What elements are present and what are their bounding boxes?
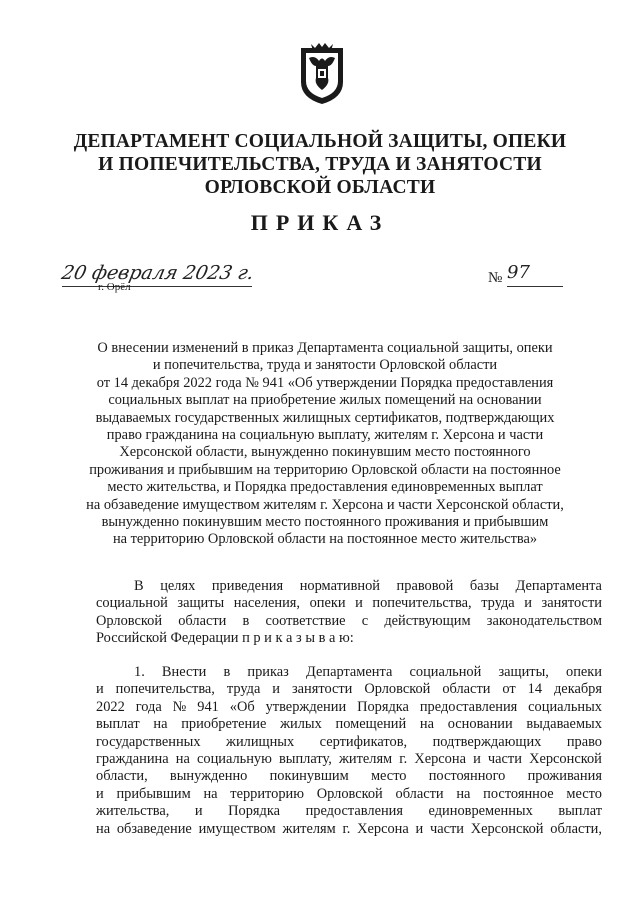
- paragraph-line: [96, 821, 602, 838]
- word: в: [242, 612, 250, 629]
- subject-line: выдаваемых государственных жилищных сертификатов, подтверждающих: [95, 409, 555, 426]
- word: жителям: [338, 750, 393, 767]
- document-type-title: ПРИКАЗ: [250, 210, 390, 235]
- word: приведения: [211, 578, 284, 594]
- word: Внести: [161, 664, 207, 680]
- word: сертификатов,: [319, 733, 408, 750]
- word: области,: [550, 820, 602, 837]
- paragraph-line: [96, 768, 602, 785]
- word: «Об: [229, 698, 255, 715]
- word: 14: [527, 681, 543, 698]
- word: проживания: [527, 768, 602, 785]
- department-title: [60, 130, 580, 199]
- word: помещений: [335, 716, 407, 733]
- word: правовой: [396, 578, 454, 594]
- subject-line: от 14 декабря 2022 года № 941 «Об утверждении Порядка предоставления: [96, 374, 554, 391]
- word: гражданина: [96, 750, 169, 767]
- subject-line: Херсонской области, вынужденно покинувшим место постоянного: [119, 444, 531, 461]
- word: и: [96, 681, 104, 698]
- word: труда: [226, 681, 261, 698]
- word: предоставления: [419, 698, 518, 715]
- order-subject: [75, 340, 575, 549]
- word: выплат: [558, 803, 602, 820]
- paragraph-line: [96, 595, 602, 612]
- word: место: [566, 785, 602, 802]
- word: прибывшим: [116, 785, 191, 802]
- word: Херсонской: [529, 750, 602, 767]
- word: вынужденно: [169, 768, 248, 785]
- word: от: [502, 681, 516, 698]
- word: 941: [197, 698, 219, 715]
- word: выплат: [96, 716, 140, 733]
- word: на: [96, 820, 111, 837]
- word: труда: [481, 595, 515, 612]
- subject-line: и попечительства, труда и занятости Орловской области: [152, 357, 498, 374]
- word: на: [175, 750, 190, 767]
- department-title-line: ОРЛОВСКОЙ ОБЛАСТИ: [204, 177, 436, 198]
- word: действующим: [384, 612, 471, 629]
- word: приказ: [247, 664, 289, 680]
- word: части: [429, 820, 464, 837]
- clause-1-paragraph: [96, 664, 602, 838]
- word: опеки: [566, 664, 602, 680]
- word: законодательством: [486, 612, 602, 629]
- word: на: [419, 716, 435, 733]
- word: г.: [399, 750, 408, 767]
- word: опеки: [309, 595, 346, 612]
- word: области,: [96, 768, 148, 785]
- word: покинувшим: [269, 768, 349, 785]
- word: место: [370, 768, 407, 785]
- paragraph-line: [96, 751, 602, 768]
- paragraph-line: [96, 681, 602, 698]
- word: жилищных: [226, 733, 295, 750]
- word: социальной: [409, 664, 482, 680]
- word: и: [272, 681, 280, 698]
- word: и: [355, 595, 363, 612]
- word: постоянного: [428, 768, 506, 785]
- word: Херсона: [357, 820, 409, 837]
- preamble-paragraph: [96, 578, 602, 648]
- subject-line: О внесении изменений в приказ Департамента социальной защиты, опеки: [97, 340, 553, 356]
- subject-line: место жительства, и Порядка предоставления единовременных выплат: [107, 479, 543, 496]
- word: жительства,: [96, 803, 170, 820]
- paragraph-line: [96, 699, 602, 716]
- word: на: [203, 785, 218, 802]
- subject-line: проживания и прибывшим на территорию Орловской области на постоянное: [89, 461, 561, 478]
- word: социальных: [528, 698, 602, 715]
- subject-line: на территорию Орловской области на постоянное место жительства»: [112, 531, 538, 548]
- paragraph-line: [96, 664, 602, 681]
- subject-line: вынужденно покинувшим место постоянного проживания и прибывшим: [101, 514, 549, 531]
- word: попечительства,: [115, 681, 215, 698]
- word: подтверждающих: [432, 733, 542, 750]
- word: защиты: [177, 595, 225, 612]
- paragraph-line: [96, 803, 602, 820]
- handwritten-order-number: 97: [507, 262, 530, 283]
- word: г.: [342, 820, 351, 837]
- word: обзаведение: [116, 820, 192, 837]
- word: области: [442, 681, 491, 698]
- subject-line: на обзаведение имуществом жителям г. Херсона и части Херсонской области,: [86, 496, 564, 513]
- word: №: [172, 698, 187, 715]
- word: занятости: [291, 681, 353, 698]
- word: попечительства,: [372, 595, 472, 612]
- word: приобретение: [181, 716, 267, 733]
- word: 1.: [134, 664, 145, 680]
- word: государственных: [96, 733, 201, 750]
- word: занятости: [541, 595, 602, 612]
- word: Орловской: [364, 681, 431, 698]
- word: соответствие: [265, 612, 346, 629]
- paragraph-line: [96, 716, 602, 733]
- paragraph-line: [96, 786, 602, 803]
- word: постоянное: [483, 785, 554, 802]
- word: единовременных: [428, 803, 533, 820]
- subject-line: право гражданина на социальную выплату, жителям г. Херсона и части: [106, 427, 544, 444]
- word: и: [473, 750, 481, 767]
- word: социальную: [196, 750, 272, 767]
- word: Порядка: [228, 803, 281, 820]
- coat-of-arms-icon: [297, 42, 347, 106]
- word: и: [194, 803, 203, 820]
- word: Херсонской: [470, 820, 544, 837]
- word: предоставления: [305, 803, 403, 820]
- word: Порядка: [357, 698, 409, 715]
- word: в: [223, 664, 231, 680]
- number-label: №: [488, 270, 503, 286]
- word: Департамента: [515, 578, 602, 594]
- word: Херсона: [414, 750, 466, 767]
- word: жителям: [282, 820, 336, 837]
- word: и: [524, 595, 532, 612]
- word: целях: [160, 578, 196, 594]
- word: декабря: [553, 681, 602, 698]
- word: основании: [447, 716, 513, 733]
- city-label: г. Орёл: [98, 281, 131, 293]
- word: выплату,: [279, 750, 332, 767]
- paragraph-line: [96, 578, 602, 595]
- paragraph-line: Российской Федерации п р и к а з ы в а ю:: [96, 630, 354, 647]
- word: нормативной: [299, 578, 380, 594]
- word: территорию: [230, 785, 304, 802]
- word: области: [178, 612, 227, 629]
- paragraph-line: [96, 613, 602, 630]
- word: выдаваемых: [526, 716, 602, 733]
- subject-line: социальных выплат на приобретение жилых помещений на основании: [108, 392, 542, 409]
- word: населения,: [233, 595, 301, 612]
- word: Орловской: [96, 612, 163, 629]
- word: и: [415, 820, 424, 837]
- word: части: [487, 750, 522, 767]
- word: право: [566, 733, 602, 750]
- word: области: [395, 785, 444, 802]
- paragraph-line: [96, 734, 602, 751]
- word: на: [456, 785, 471, 802]
- word: имуществом: [198, 820, 276, 837]
- number-underline: [507, 286, 563, 287]
- word: и: [96, 785, 104, 802]
- word: утверждении: [265, 698, 347, 715]
- word: социальной: [96, 595, 168, 612]
- department-title-line: ДЕПАРТАМЕНТ СОЦИАЛЬНОЙ ЗАЩИТЫ, ОПЕКИ: [73, 131, 567, 152]
- word: с: [361, 612, 369, 629]
- word: защиты,: [498, 664, 549, 680]
- date-underline: [62, 286, 252, 287]
- word: 2022: [96, 698, 125, 715]
- word: В: [134, 578, 144, 594]
- department-title-line: И ПОПЕЧИТЕЛЬСТВА, ТРУДА И ЗАНЯТОСТИ: [98, 154, 542, 175]
- word: Орловской: [316, 785, 383, 802]
- word: Департамента: [305, 664, 393, 680]
- word: жилых: [280, 716, 322, 733]
- word: года: [135, 698, 162, 715]
- handwritten-date: 20 февраля 2023 г.: [59, 262, 256, 284]
- word: на: [153, 716, 168, 733]
- word: базы: [469, 578, 499, 594]
